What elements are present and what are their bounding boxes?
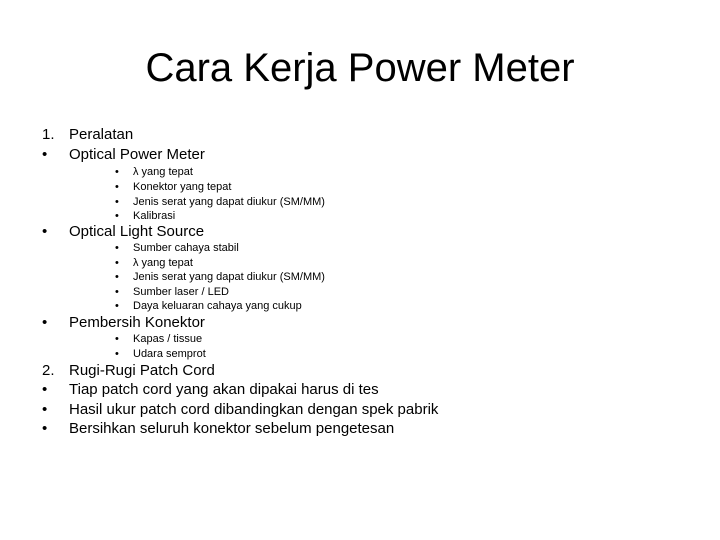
sub-bullet-label: Jenis serat yang dapat diukur (SM/MM) [133, 196, 325, 208]
sub-bullet-marker: • [115, 300, 119, 312]
sub-bullet-marker: • [115, 257, 119, 269]
sub-bullet-marker: • [115, 166, 119, 178]
bullet-label: Tiap patch cord yang akan dipakai harus di tes [69, 381, 379, 398]
sub-bullet-label: Udara semprot [133, 348, 206, 360]
sub-bullet-label: Sumber cahaya stabil [133, 242, 239, 254]
slide-title: Cara Kerja Power Meter [145, 46, 575, 90]
list-number: 1. [42, 126, 55, 143]
sub-bullet-marker: • [115, 196, 119, 208]
bullet-marker: • [42, 223, 48, 240]
bullet-marker: • [42, 314, 48, 331]
list-item-label: Peralatan [69, 126, 134, 143]
sub-bullet-marker: • [115, 286, 119, 298]
bullet-marker: • [42, 146, 48, 163]
bullet-marker: • [42, 381, 48, 398]
bullet-label: Optical Power Meter [69, 146, 205, 163]
bullet-label: Bersihkan seluruh konektor sebelum pengetesan [69, 420, 395, 437]
bullet-marker: • [42, 420, 48, 437]
bullet-marker: • [42, 401, 48, 418]
sub-bullet-label: Daya keluaran cahaya yang cukup [133, 300, 302, 312]
bullet-label: Optical Light Source [69, 223, 205, 240]
sub-bullet-label: λ yang tepat [133, 257, 193, 269]
sub-bullet-label: λ yang tepat [133, 166, 193, 178]
sub-bullet-marker: • [115, 242, 119, 254]
bullet-label: Hasil ukur patch cord dibandingkan dengan spek pabrik [69, 401, 439, 418]
bullet-label: Pembersih Konektor [69, 314, 205, 331]
sub-bullet-label: Kapas / tissue [133, 333, 203, 345]
list-item-label: Rugi-Rugi Patch Cord [69, 362, 215, 379]
sub-bullet-marker: • [115, 348, 119, 360]
sub-bullet-label: Sumber laser / LED [133, 286, 229, 298]
list-number: 2. [42, 362, 55, 379]
sub-bullet-marker: • [115, 210, 119, 222]
sub-bullet-label: Konektor yang tepat [133, 181, 232, 193]
sub-bullet-label: Jenis serat yang dapat diukur (SM/MM) [133, 271, 325, 283]
sub-bullet-marker: • [115, 181, 119, 193]
sub-bullet-label: Kalibrasi [133, 210, 176, 222]
sub-bullet-marker: • [115, 271, 119, 283]
sub-bullet-marker: • [115, 333, 119, 345]
